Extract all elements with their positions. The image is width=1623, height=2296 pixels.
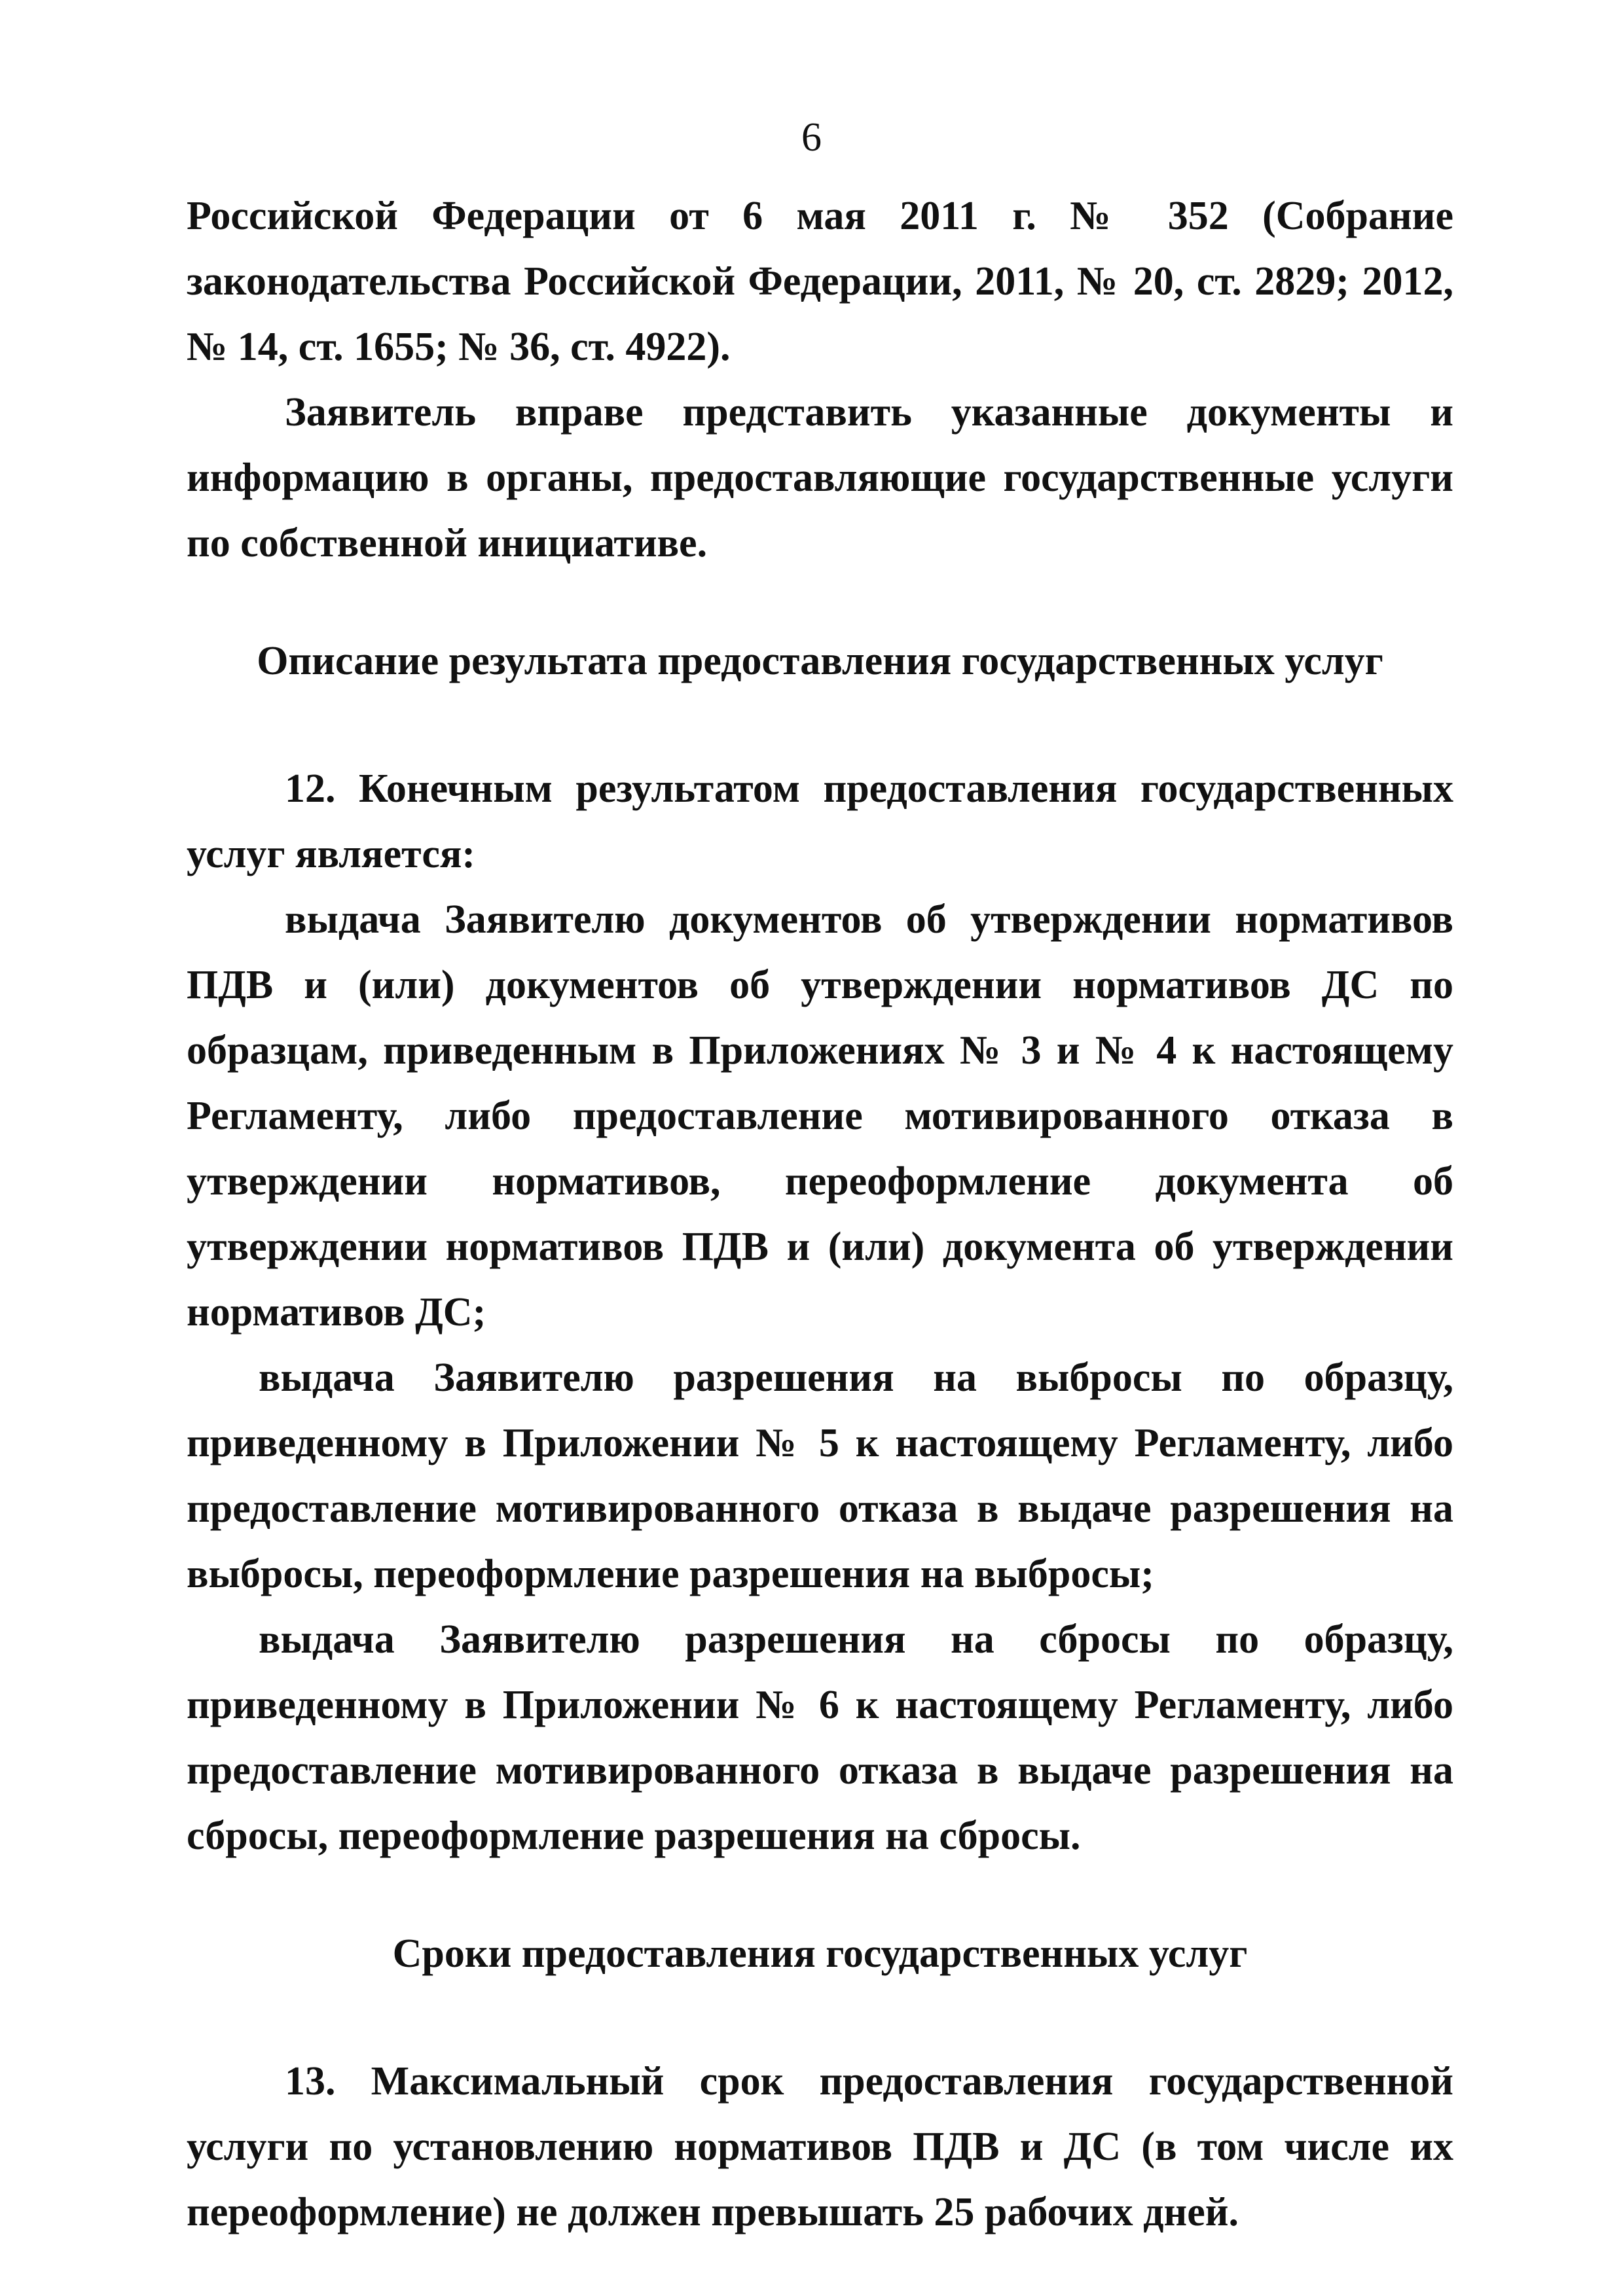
section-heading-terms: Сроки предоставления государственных услуг: [392, 1931, 1248, 1976]
paragraph-continuation: Российской Федерации от 6 мая 2011 г. № 352 (Собрание законодательства Российской Федерации, 2011, № 20, ст. 2829; 2012, № 14, ст. 1655; № 36, ст. 4922).: [187, 194, 1453, 369]
paragraph-result-documents: выдача Заявителю документов об утверждении нормативов ПДВ и (или) документов об утверждении нормативов ДС по образцам, приведенным в Приложениях № 3 и № 4 к настоящему Регламенту, либо предоставление мотивированного отказа в утверждении нормативов, переоформление документа об утверждении нормативов ПДВ и (или) документа об утверждении нормативов ДС;: [187, 897, 1453, 1335]
section-heading-result: Описание результата предоставления государственных услуг: [257, 639, 1383, 683]
paragraph-item-13: 13. Максимальный срок предоставления государственной услуги по установлению нормативов ПДВ и ДС (в том числе их переоформление) не должен превышать 25 рабочих дней.: [187, 2059, 1453, 2234]
document-body: [187, 183, 1453, 2245]
paragraph-result-discharges: выдача Заявителю разрешения на сбросы по образцу, приведенному в Приложении № 6 к настоящему Регламенту, либо предоставление мотивированного отказа в выдаче разрешения на сбросы, переоформление разрешения на сбросы.: [187, 1617, 1453, 1858]
paragraph-item-12: 12. Конечным результатом предоставления государственных услуг является:: [187, 766, 1453, 876]
paragraph-applicant-right: Заявитель вправе представить указанные документы и информацию в органы, предоставляющие государственные услуги по собственной инициативе.: [187, 390, 1453, 565]
paragraph-result-emissions: выдача Заявителю разрешения на выбросы по образцу, приведенному в Приложении № 5 к настоящему Регламенту, либо предоставление мотивированного отказа в выдаче разрешения на выбросы, переоформление разрешения на выбросы;: [187, 1355, 1453, 1596]
page-number: 6: [801, 115, 822, 160]
